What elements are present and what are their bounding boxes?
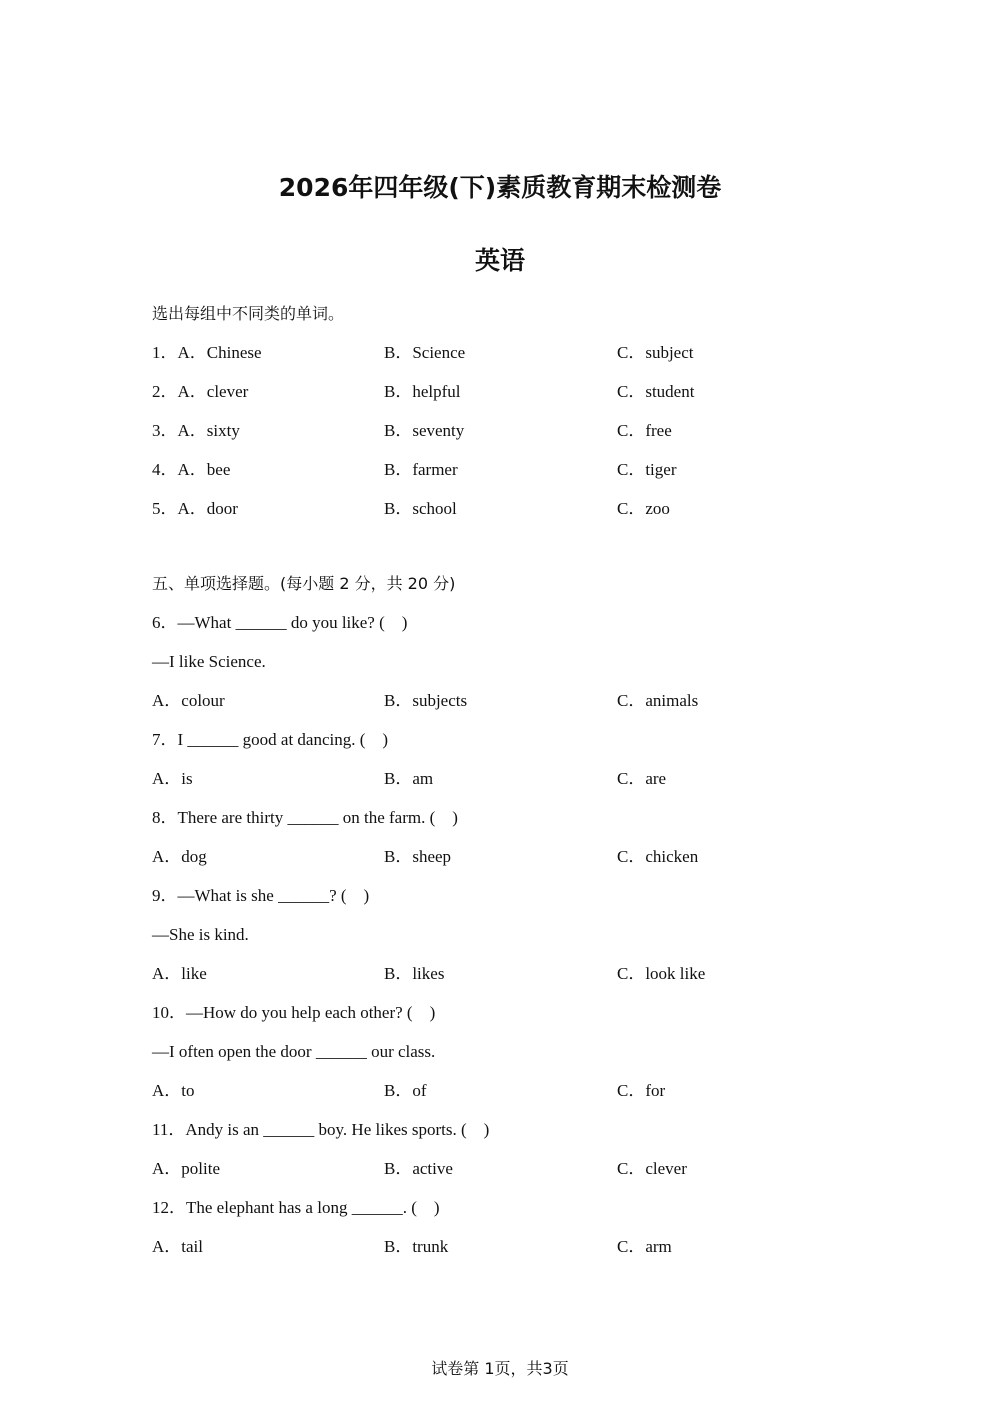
page-footer: 试卷第 1页，共3页 — [431, 1359, 569, 1378]
option-a: 1．A．Chinese — [152, 343, 262, 362]
list-item — [152, 498, 852, 520]
option-a: A．polite — [152, 1159, 220, 1178]
question-7-options — [152, 768, 852, 790]
option-c: C．for — [617, 1081, 666, 1100]
question-9-answer-line: —She is kind. — [152, 925, 249, 944]
option-c: C．animals — [617, 691, 699, 710]
list-item — [152, 381, 852, 403]
question-12-options — [152, 1236, 852, 1258]
option-a: 4．A．bee — [152, 460, 231, 479]
option-c: C．arm — [617, 1237, 672, 1256]
list-item — [152, 420, 852, 442]
question-6-answer-line: —I like Science. — [152, 652, 266, 671]
option-c: C．zoo — [617, 499, 670, 518]
option-c: C．free — [617, 421, 672, 440]
option-c: C．chicken — [617, 847, 699, 866]
option-a: A．tail — [152, 1237, 203, 1256]
option-a: 5．A．door — [152, 499, 238, 518]
question-10-options — [152, 1080, 852, 1102]
option-a: 2．A．clever — [152, 382, 249, 401]
exam-title: 2026年四年级(下)素质教育期末检测卷 — [278, 173, 722, 202]
question-10-answer-line: —I often open the door ______ our class. — [152, 1042, 436, 1061]
question-9-options — [152, 963, 852, 985]
option-c: C．tiger — [617, 460, 677, 479]
option-b: B．sheep — [384, 847, 452, 866]
option-c: C．look like — [617, 964, 706, 983]
option-a: A．dog — [152, 847, 207, 866]
option-a: A．like — [152, 964, 207, 983]
question-6-options — [152, 690, 852, 712]
option-b: B．helpful — [384, 382, 461, 401]
option-b: B．seventy — [384, 421, 465, 440]
option-b: B．farmer — [384, 460, 458, 479]
section1-instruction: 选出每组中不同类的单词。 — [152, 304, 345, 323]
section2-instruction: 五、单项选择题。(每小题 2 分，共 20 分) — [152, 574, 456, 593]
list-item — [152, 342, 852, 364]
option-c: C．subject — [617, 343, 694, 362]
question-11: 11．Andy is an ______ boy. He likes sports. ( ) — [152, 1120, 490, 1139]
option-b: B．am — [384, 769, 434, 788]
subject-title: 英语 — [474, 246, 525, 275]
option-b: B．trunk — [384, 1237, 449, 1256]
option-a: A．is — [152, 769, 193, 788]
option-c: C．clever — [617, 1159, 687, 1178]
question-11-options — [152, 1158, 852, 1180]
option-b: B．active — [384, 1159, 453, 1178]
question-8: 8．There are thirty ______ on the farm. ( ) — [152, 808, 458, 827]
option-b: B．school — [384, 499, 457, 518]
option-c: C．student — [617, 382, 695, 401]
option-a: A．colour — [152, 691, 225, 710]
option-a: 3．A．sixty — [152, 421, 240, 440]
option-c: C．are — [617, 769, 667, 788]
question-8-options — [152, 846, 852, 868]
question-12: 12．The elephant has a long ______. ( ) — [152, 1198, 440, 1217]
list-item — [152, 459, 852, 481]
option-b: B．subjects — [384, 691, 468, 710]
question-10: 10．—How do you help each other? ( ) — [152, 1003, 436, 1022]
question-7: 7．I ______ good at dancing. ( ) — [152, 730, 389, 749]
option-b: B．of — [384, 1081, 427, 1100]
question-9: 9．—What is she ______? ( ) — [152, 886, 370, 905]
option-b: B．Science — [384, 343, 466, 362]
option-b: B．likes — [384, 964, 445, 983]
question-6: 6．—What ______ do you like? ( ) — [152, 613, 408, 632]
option-a: A．to — [152, 1081, 195, 1100]
